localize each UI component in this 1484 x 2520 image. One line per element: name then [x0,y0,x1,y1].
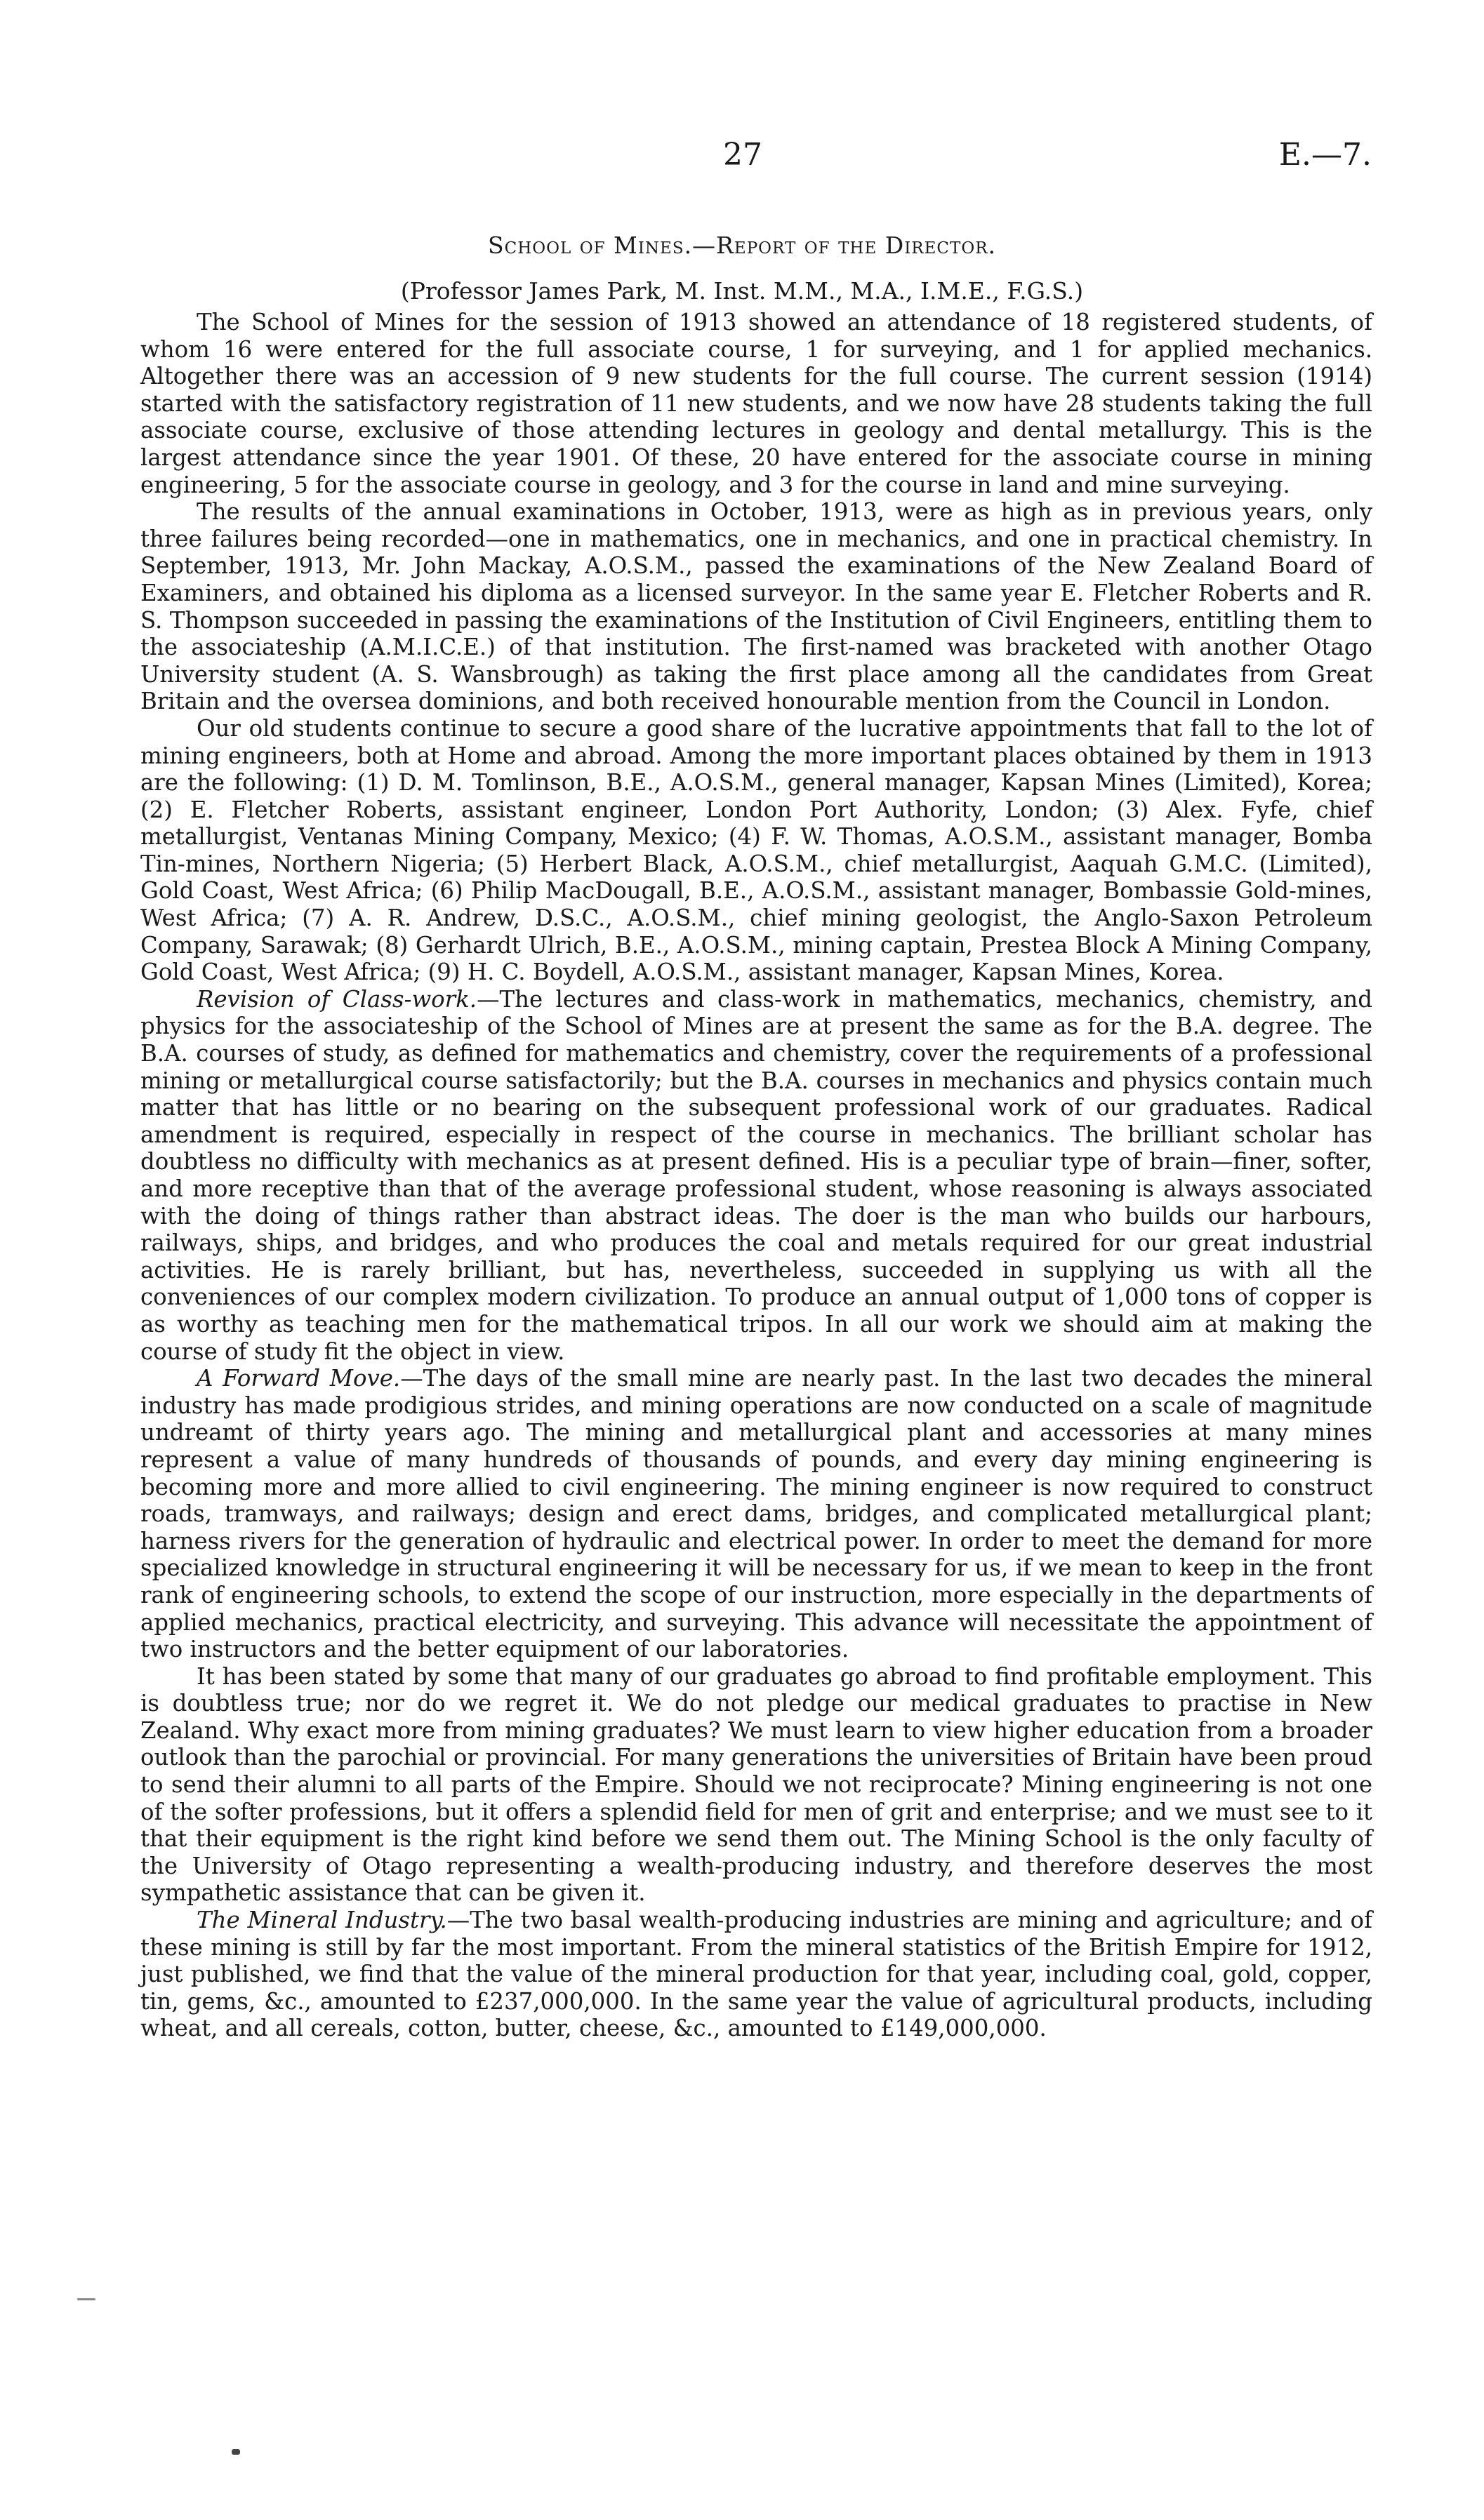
report-author: (Professor James Park, M. Inst. M.M., M.A., I.M.E., F.G.S.) [400,277,1084,305]
paragraph-text: It has been stated by some that many of our graduates go abroad to find profitable employment. This is doubtless true; nor do we regret it. We do not pledge our medical graduates to practise in New Zealand. Why exact more from mining graduates? We must learn to view higher education from a broader outlook than the parochial or provincial. For many generations the universities of Britain have been proud to send their alumni to all parts of the Empire. Should we not reciprocate? Mining engineering is not one of the softer professions, but it offers a splendid field for men of grit and enterprise; and we must see to it that their equipment is the right kind before we send them out. The Mining School is the only faculty of the University of Otago representing a wealth-producing industry, and therefore deserves the most sympathetic assistance that can be given it. [140,1662,1372,1907]
document-reference: E.—7. [1278,137,1372,173]
paragraph-text: The School of Mines for the session of 1913 showed an attendance of 18 registered students, of whom 16 were entered for the full associate course, 1 for surveying, and 1 for applied mechanics. Altogether there was an accession of 9 new students for the full course. The current session (1914) started with the satisfactory registration of 11 new students, and we now have 28 students taking the full associate course, exclusive of those attending lectures in geology and dental metallurgy. This is the largest attendance since the year 1901. Of these, 20 have entered for the associate course in mining engineering, 5 for the associate course in geology, and 3 for the course in land and mine surveying. [140,309,1372,498]
paragraph-mineral-industry [140,1907,1372,2042]
scan-speck-mark [232,2449,240,2455]
paragraph-forward-move [140,1365,1372,1663]
report-heading: School of Mines.—Report of the Director. [487,232,997,259]
report-body [140,309,1372,2042]
paragraph-text: —The days of the small mine are nearly past. In the last two decades the mineral industry has made prodigious strides, and mining operations are now conducted on a scale of magnitude undreamt of thirty years ago. The mining and metallurgical plant and accessories at many mines represent a value of many hundreds of thousands of pounds, and every day mining engineering is becoming more and more allied to civil engineering. The mining engineer is now required to construct roads, tramways, and railways; design and erect dams, bridges, and complicated metallurgical plant; harness rivers for the generation of hydraulic and electrical power. In order to meet the demand for more specialized knowledge in structural engineering it will be necessary for us, if we mean to keep in the front rank of engineering schools, to extend the scope of our instruction, more especially in the departments of applied mechanics, practical electricity, and surveying. This advance will necessitate the appointment of two instructors and the better equipment of our laboratories. [140,1365,1372,1663]
paragraph-lead: A Forward Move. [197,1365,401,1392]
page-number: 27 [723,137,762,173]
paragraph-text: —The lectures and class-work in mathematics, mechanics, chemistry, and physics for the associateship of the School of Mines are at present the same as for the B.A. degree. The B.A. courses of study, as defined for mathematics and chemistry, cover the requirements of a professional mining or metallurgical course satisfactorily; but the B.A. courses in mechanics and physics contain much matter that has little or no bearing on the subsequent professional work of our graduates. Radical amendment is required, especially in respect of the course in mechanics. The brilliant scholar has doubtless no difficulty with mechanics as at present defined. His is a peculiar type of brain—finer, softer, and more receptive than that of the average professional student, whose reasoning is always associated with the doing of things rather than abstract ideas. The doer is the man who builds our harbours, railways, ships, and bridges, and who produces the coal and metals required for our great industrial activities. He is rarely brilliant, but has, nevertheless, succeeded in supplying us with all the conveniences of our complex modern civilization. To produce an annual output of 1,000 tons of copper is as worthy as teaching men for the mathematical tripos. In all our work we should aim at making the course of study fit the object in view. [140,985,1373,1365]
paragraph-graduates-abroad [140,1663,1372,1907]
paragraph-examinations [140,498,1372,715]
paragraph-lead: Revision of Class-work. [197,985,477,1013]
paragraph-text: The results of the annual examinations in October, 1913, were as high as in previous years, only three failures being recorded—one in mathematics, one in mechanics, and one in practical chemistry. In September, 1913, Mr. John Mackay, A.O.S.M., passed the examinations of the New Zealand Board of Examiners, and obtained his diploma as a licensed surveyor. In the same year E. Fletcher Roberts and R. S. Thompson succeeded in passing the examinations of the Institution of Civil Engineers, entitling them to the associateship (A.M.I.C.E.) of that institution. The first-named was bracketed with another Otago University student (A. S. Wansbrough) as taking the first place among all the candidates from Great Britain and the oversea dominions, and both received honourable mention from the Council in London. [140,498,1372,715]
paragraph-lead: The Mineral Industry. [197,1907,447,1934]
scan-speck-mark [77,2298,95,2300]
paragraph-revision-of-class-work [140,986,1372,1365]
paragraph-appointments [140,715,1372,986]
paragraph-attendance [140,309,1372,498]
paragraph-text: Our old students continue to secure a good share of the lucrative appointments that fall to the lot of mining engineers, both at Home and abroad. Among the more important places obtained by them in 1913 are the following: (1) D. M. Tomlinson, B.E., A.O.S.M., general manager, Kapsan Mines (Limited), Korea; (2) E. Fletcher Roberts, assistant engineer, London Port Authority, London; (3) Alex. Fyfe, chief metallurgist, Ventanas Mining Company, Mexico; (4) F. W. Thomas, A.O.S.M., assistant manager, Bomba Tin-mines, Northern Nigeria; (5) Herbert Black, A.O.S.M., chief metallurgist, Aaquah G.M.C. (Limited), Gold Coast, West Africa; (6) Philip MacDougall, B.E., A.O.S.M., assistant manager, Bombassie Gold-mines, West Africa; (7) A. R. Andrew, D.S.C., A.O.S.M., chief mining geologist, the Anglo-Saxon Petroleum Company, Sarawak; (8) Gerhardt Ulrich, B.E., A.O.S.M., mining captain, Prestea Block A Mining Company, Gold Coast, West Africa; (9) H. C. Boydell, A.O.S.M., assistant manager, Kapsan Mines, Korea. [140,714,1372,986]
paragraph-text: —The two basal wealth-producing industries are mining and agriculture; and of these mining is still by far the most important. From the mineral statistics of the British Empire for 1912, just published, we find that the value of the mineral production for that year, including coal, gold, copper, tin, gems, &c., amounted to £237,000,000. In the same year the value of agricultural products, including wheat, and all cereals, cotton, butter, cheese, &c., amounted to £149,000,000. [140,1907,1373,2042]
